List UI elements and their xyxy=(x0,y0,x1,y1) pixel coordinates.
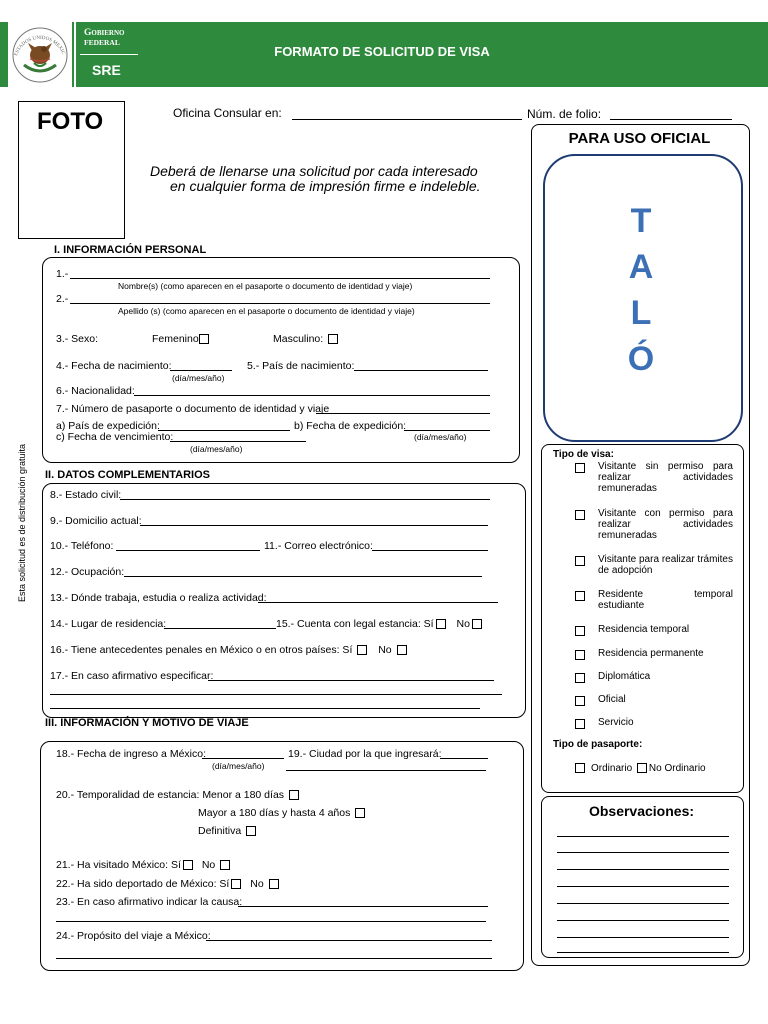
field1-hint: Nombre(s) (como aparecen en el pasaporte o documento de identidad y viaje) xyxy=(118,281,413,291)
deported-no-checkbox[interactable] xyxy=(269,879,279,889)
talon-letter-t: T xyxy=(630,202,652,240)
section2-title: II. DATOS COMPLEMENTARIOS xyxy=(45,469,211,481)
passport-type-label: Tipo de pasaporte: xyxy=(553,739,643,750)
passport-type-options xyxy=(575,763,706,774)
ordinary-label: Ordinario xyxy=(591,763,633,774)
visa-option-8-label: Oficial xyxy=(598,694,626,705)
visa-option-8-checkbox[interactable] xyxy=(575,696,585,706)
visa-option-1[interactable] xyxy=(575,461,733,494)
visited-option xyxy=(56,859,232,871)
visa-option-6-checkbox[interactable] xyxy=(575,650,585,660)
cause-field-1[interactable] xyxy=(238,906,488,907)
deported-label: 22.- Ha sido deportado de México: Sí xyxy=(56,878,230,890)
seal-text-arc xyxy=(11,26,69,66)
observation-line-6[interactable] xyxy=(557,920,729,921)
entry-city-field-2[interactable] xyxy=(286,770,486,771)
residence-field[interactable] xyxy=(164,628,276,629)
stay-medium-checkbox[interactable] xyxy=(355,808,365,818)
form-title: FORMATO DE SOLICITUD DE VISA xyxy=(274,44,490,59)
civil-status-field[interactable] xyxy=(120,499,490,500)
visited-no-checkbox[interactable] xyxy=(220,860,230,870)
observation-line-3[interactable] xyxy=(557,869,729,870)
visa-option-9[interactable] xyxy=(575,717,733,728)
folio-label: Núm. de folio: xyxy=(527,107,602,121)
svg-text:ESTADOS UNIDOS MEXICANOS: ESTADOS UNIDOS MEXIC xyxy=(14,35,66,57)
birthdate-label: 4.- Fecha de nacimiento: xyxy=(56,360,172,372)
visa-option-2[interactable] xyxy=(575,508,733,541)
legal-stay-yes-checkbox[interactable] xyxy=(436,619,446,629)
issue-date-label: b) Fecha de expedición: xyxy=(294,420,407,432)
talon-letter-l: L xyxy=(630,294,652,332)
visa-option-2-checkbox[interactable] xyxy=(575,510,585,520)
stay-short-checkbox[interactable] xyxy=(289,790,299,800)
entry-date-hint: (día/mes/año) xyxy=(212,761,265,771)
talon-text xyxy=(543,198,739,382)
talon-letter-o: Ó xyxy=(627,340,655,378)
issue-date-field[interactable] xyxy=(404,430,490,431)
observation-line-2[interactable] xyxy=(557,852,729,853)
specify-label: 17.- En caso afirmativo especificar: xyxy=(50,670,214,682)
nationality-label: 6.- Nacionalidad: xyxy=(56,385,135,397)
side-note: Esta solicitud es de distribución gratuita xyxy=(17,443,27,603)
visa-option-9-label: Servicio xyxy=(598,717,634,728)
office-label: Oficina Consular en: xyxy=(173,106,282,120)
address-field[interactable] xyxy=(140,525,488,526)
visa-option-6-label: Residencia permanente xyxy=(598,648,704,659)
visa-option-9-checkbox[interactable] xyxy=(575,719,585,729)
talon-letter-a: A xyxy=(628,248,654,286)
birthdate-hint: (día/mes/año) xyxy=(172,373,225,383)
name-field[interactable] xyxy=(70,278,490,279)
issue-country-field[interactable] xyxy=(158,430,290,431)
observation-line-1[interactable] xyxy=(557,836,729,837)
issue-country-label: a) País de expedición: xyxy=(56,420,160,432)
phone-label: 10.- Teléfono: xyxy=(50,540,114,552)
male-label: Masculino: xyxy=(273,333,324,345)
visa-option-2-label: Visitante con permiso para realizar actividades remuneradas xyxy=(598,508,733,541)
email-field[interactable] xyxy=(372,550,488,551)
cause-label: 23.- En caso afirmativo indicar la causa: xyxy=(56,896,243,908)
visa-option-3[interactable] xyxy=(575,554,733,576)
visa-option-7-checkbox[interactable] xyxy=(575,673,585,683)
visa-option-3-label: Visitante para realizar trámites de adopción xyxy=(598,554,733,576)
stay-permanent-checkbox[interactable] xyxy=(246,826,256,836)
instruction-line2: en cualquier forma de impresión firme e indeleble. xyxy=(170,178,481,194)
passport-label: 7.- Número de pasaporte o documento de identidad y viaje xyxy=(56,403,330,415)
field2-label: 2.- xyxy=(56,293,69,305)
residence-label: 14.- Lugar de residencia: xyxy=(50,618,167,630)
email-label: 11.- Correo electrónico: xyxy=(264,540,373,552)
visa-option-7-label: Diplomática xyxy=(598,671,651,682)
entry-date-label: 18.- Fecha de ingreso a México: xyxy=(56,748,206,760)
entry-date-field[interactable] xyxy=(202,758,284,759)
female-label: Femenino xyxy=(152,333,199,345)
entry-city-label: 19.- Ciudad por la que ingresará: xyxy=(288,748,442,760)
expiry-date-hint: (día/mes/año) xyxy=(190,444,243,454)
sex-female-option[interactable] xyxy=(152,333,211,345)
visited-label: 21.- Ha visitado México: Sí xyxy=(56,859,181,871)
observation-line-4[interactable] xyxy=(557,886,729,887)
workplace-field[interactable] xyxy=(258,602,498,603)
visa-option-4-checkbox[interactable] xyxy=(575,591,585,601)
occupation-label: 12.- Ocupación: xyxy=(50,566,125,578)
gov-logo xyxy=(74,22,140,87)
non-ordinary-label: No Ordinario xyxy=(648,763,706,774)
official-use-title: PARA USO OFICIAL xyxy=(568,130,711,147)
passport-field[interactable] xyxy=(316,413,490,414)
phone-field[interactable] xyxy=(116,550,260,551)
stay-length-label: 20.- Temporalidad de estancia: Menor a 180 días xyxy=(56,789,285,801)
deported-option xyxy=(56,878,281,890)
gov-line2: FEDERAL xyxy=(84,38,120,47)
cause-field-2[interactable] xyxy=(56,921,486,922)
visited-no-label: No xyxy=(201,859,216,871)
instruction-line1: Deberá de llenarse una solicitud por cada interesado xyxy=(150,163,478,179)
sex-label: 3.- Sexo: xyxy=(56,333,99,345)
section1-title: I. INFORMACIÓN PERSONAL xyxy=(54,244,207,256)
observation-line-5[interactable] xyxy=(557,903,729,904)
sex-male-option[interactable] xyxy=(273,333,340,345)
observation-line-7[interactable] xyxy=(557,937,729,938)
instructions xyxy=(150,164,481,194)
criminal-record-option xyxy=(50,644,409,656)
birthcountry-field[interactable] xyxy=(354,370,488,371)
entry-city-field[interactable] xyxy=(440,758,488,759)
address-label: 9.- Domicilio actual: xyxy=(50,515,142,527)
nationality-field[interactable] xyxy=(134,395,490,396)
birthcountry-label: 5.- País de nacimiento: xyxy=(247,360,355,372)
specify-field-3[interactable] xyxy=(50,708,480,709)
visa-option-5-label: Residencia temporal xyxy=(598,624,690,635)
legal-stay-no-label: No xyxy=(456,618,470,630)
specify-field-2[interactable] xyxy=(50,694,502,695)
office-field[interactable] xyxy=(292,119,522,120)
stay-length-option-1 xyxy=(56,789,301,801)
stay-length-option-3 xyxy=(198,825,258,837)
legal-stay-no-checkbox[interactable] xyxy=(472,619,482,629)
workplace-label: 13.- Dónde trabaja, estudia o realiza actividad: xyxy=(50,592,267,604)
criminal-record-label: 16.- Tiene antecedentes penales en México o en otros países: Sí xyxy=(50,644,353,656)
gov-divider xyxy=(80,54,138,55)
ordinary-checkbox[interactable] xyxy=(575,763,585,773)
visa-option-3-checkbox[interactable] xyxy=(575,556,585,566)
section3-title: III. INFORMACIÓN Y MOTIVO DE VIAJE xyxy=(45,717,249,729)
legal-stay-option xyxy=(276,618,484,630)
occupation-field[interactable] xyxy=(124,576,482,577)
field2-hint: Apellido (s) (como aparecen en el pasaporte o documento de identidad y viaje) xyxy=(118,306,415,316)
stay-permanent-label: Definitiva xyxy=(198,825,242,837)
visa-option-4-label: Residente temporal estudiante xyxy=(598,589,733,611)
issue-date-hint: (día/mes/año) xyxy=(414,432,467,442)
gov-line1: Gobierno xyxy=(84,28,125,38)
visa-option-8[interactable] xyxy=(575,694,733,705)
visa-option-5-checkbox[interactable] xyxy=(575,626,585,636)
criminal-no-checkbox[interactable] xyxy=(397,645,407,655)
purpose-field-1[interactable] xyxy=(206,940,492,941)
criminal-yes-checkbox[interactable] xyxy=(357,645,367,655)
male-checkbox[interactable] xyxy=(328,334,338,344)
visa-option-5[interactable] xyxy=(575,624,733,635)
stay-medium-label: Mayor a 180 días y hasta 4 años xyxy=(198,807,351,819)
criminal-no-label: No xyxy=(378,644,392,656)
deported-no-label: No xyxy=(250,878,264,890)
surname-field[interactable] xyxy=(70,303,490,304)
visa-option-1-label: Visitante sin permiso para realizar actividades remuneradas xyxy=(598,461,733,494)
female-checkbox[interactable] xyxy=(199,334,209,344)
field1-label: 1.- xyxy=(56,268,69,280)
deported-yes-checkbox[interactable] xyxy=(231,879,241,889)
observations-title: Observaciones: xyxy=(588,803,695,819)
emblem-area xyxy=(8,22,72,87)
visa-option-1-checkbox[interactable] xyxy=(575,463,585,473)
photo-label: FOTO xyxy=(37,108,104,135)
folio-field[interactable] xyxy=(610,119,732,120)
civil-status-label: 8.- Estado civil: xyxy=(50,489,122,501)
observations-box xyxy=(541,796,744,958)
non-ordinary-checkbox[interactable] xyxy=(637,763,647,773)
expiry-date-field[interactable] xyxy=(170,441,306,442)
observation-line-8[interactable] xyxy=(557,952,729,953)
photo-box xyxy=(18,101,125,239)
specify-field-1[interactable] xyxy=(208,680,494,681)
purpose-label: 24.- Propósito del viaje a México: xyxy=(56,930,211,942)
stay-length-option-2 xyxy=(198,807,367,819)
expiry-date-label: c) Fecha de vencimiento: xyxy=(56,431,174,443)
agency-logo: SRE xyxy=(92,62,121,78)
visa-option-4[interactable] xyxy=(575,589,733,611)
visa-type-label: Tipo de visa: xyxy=(553,449,614,460)
legal-stay-label: 15.- Cuenta con legal estancia: Sí xyxy=(276,618,434,630)
purpose-field-2[interactable] xyxy=(56,958,492,959)
birthdate-field[interactable] xyxy=(170,370,232,371)
visa-option-6[interactable] xyxy=(575,648,733,659)
visa-option-7[interactable] xyxy=(575,671,733,682)
visited-yes-checkbox[interactable] xyxy=(183,860,193,870)
